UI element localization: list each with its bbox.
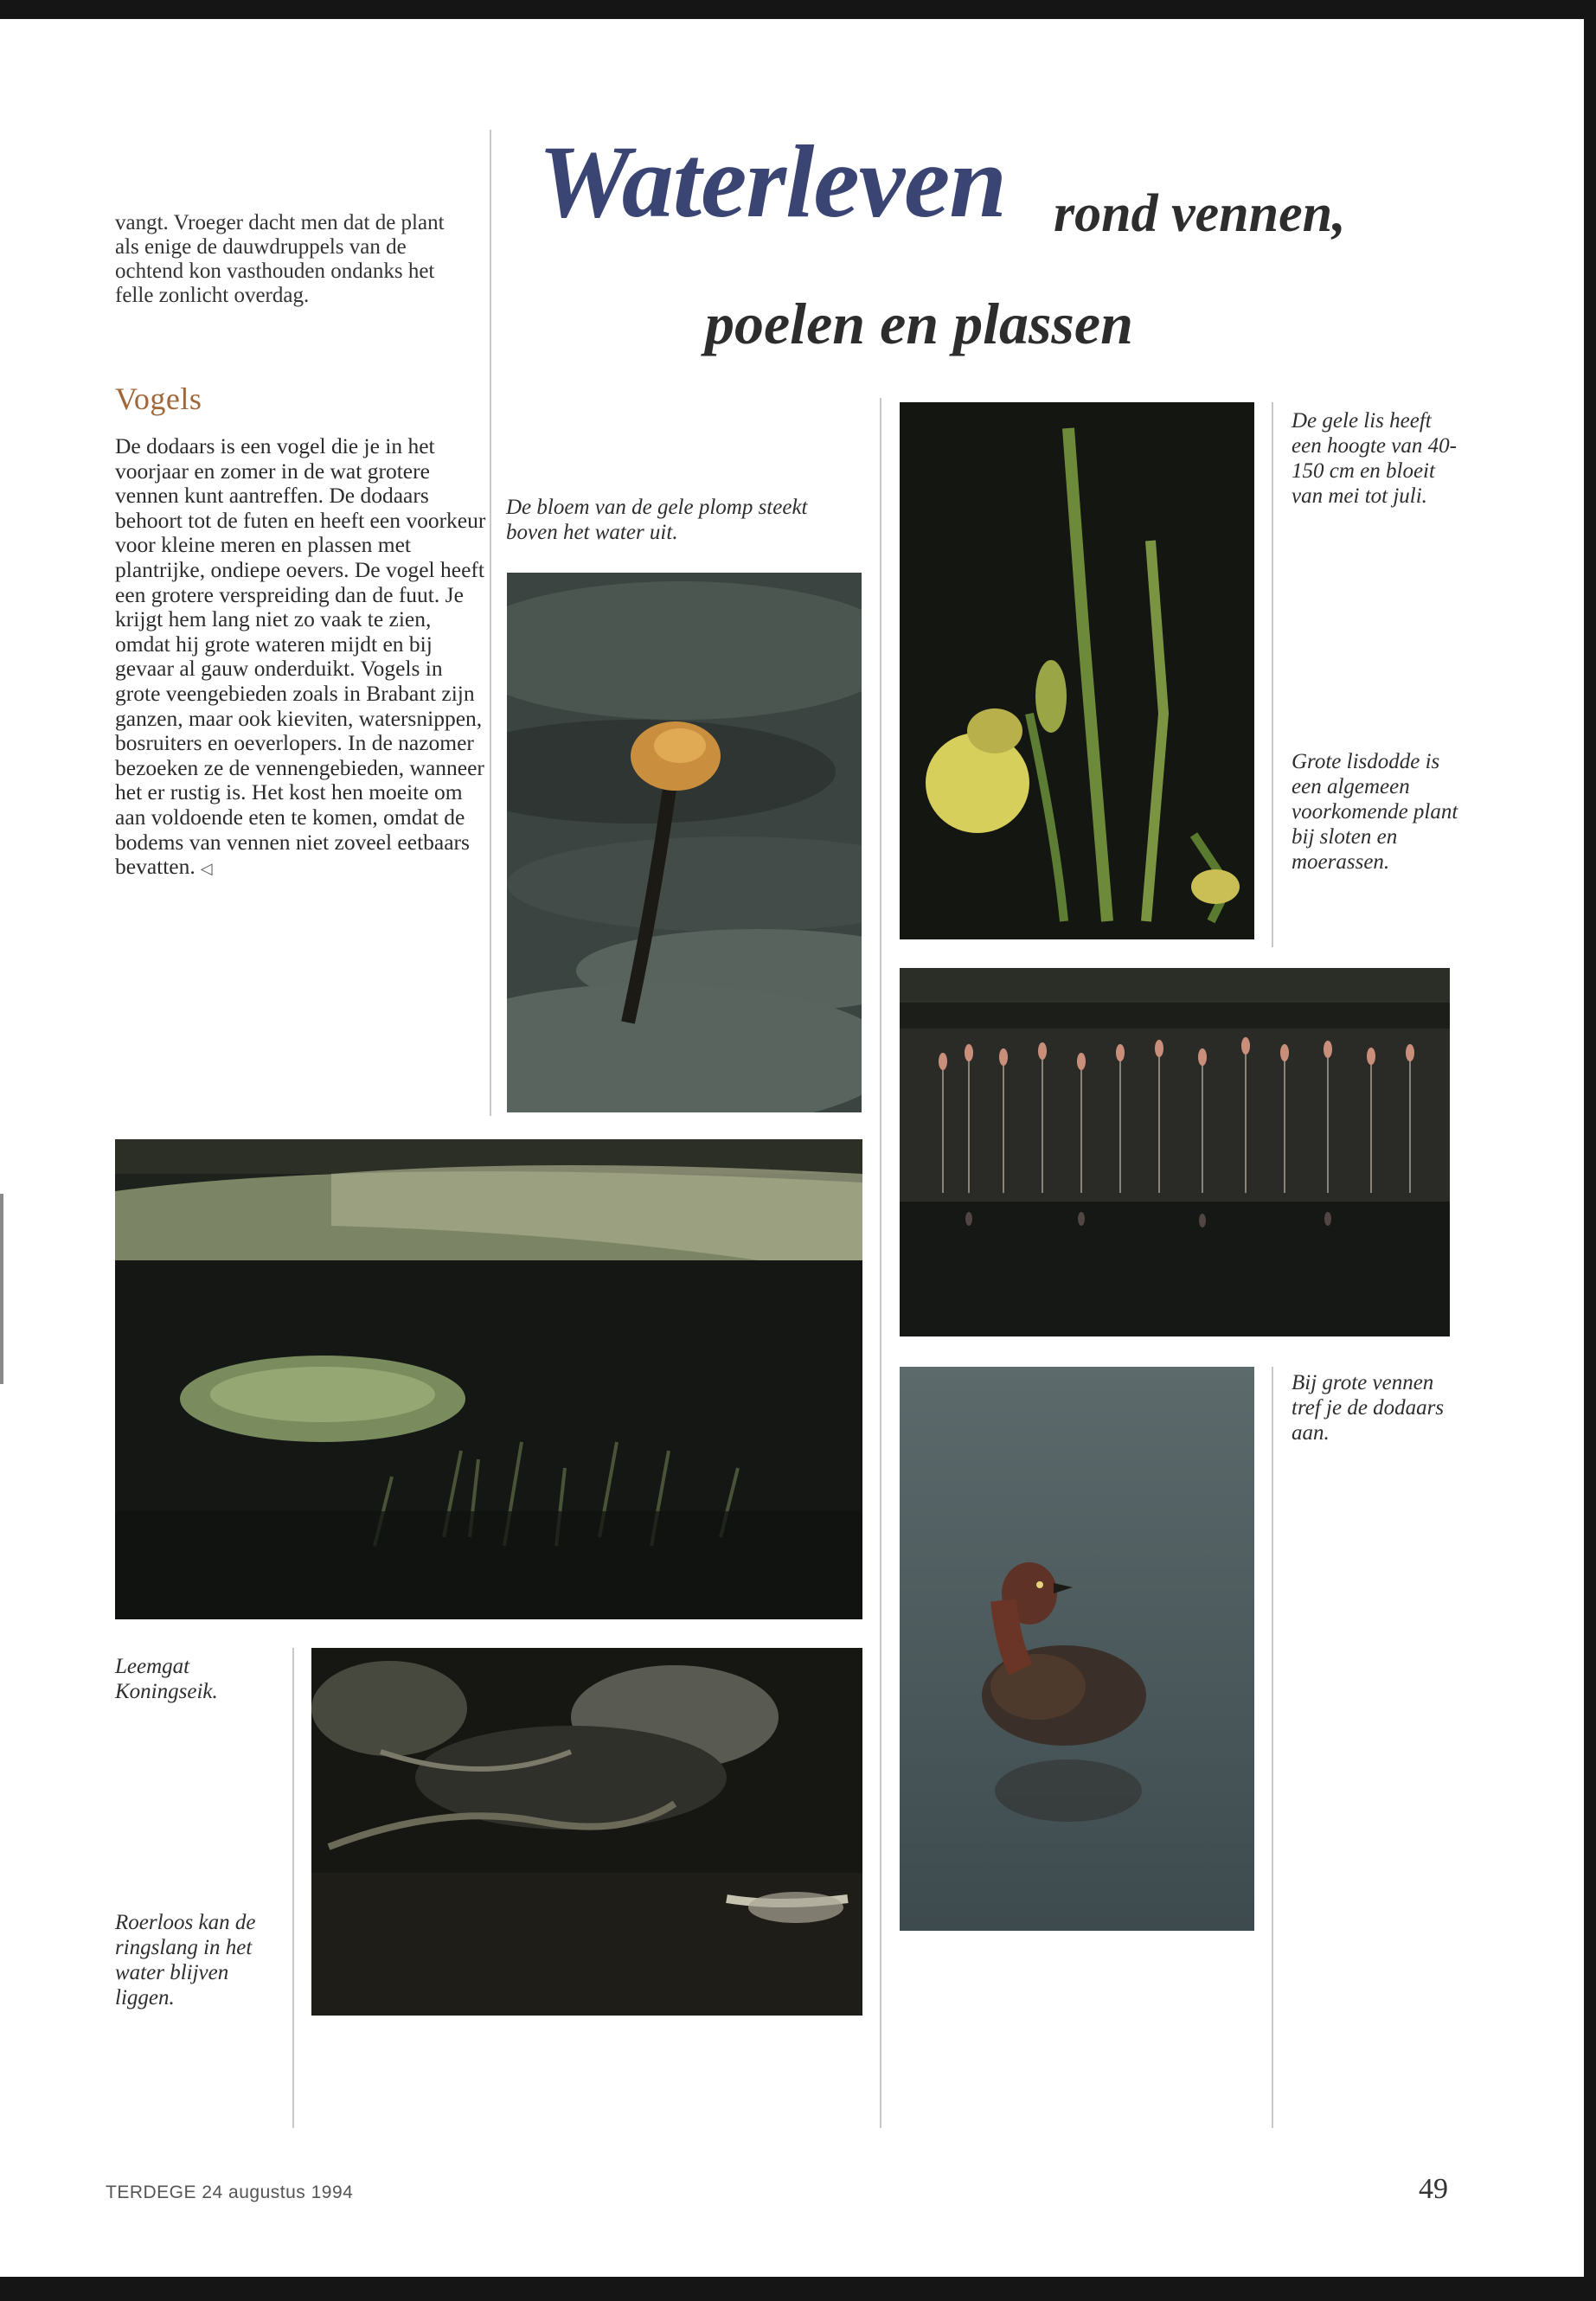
footer-magazine-date: TERDEGE 24 augustus 1994 — [106, 2182, 354, 2202]
column-rule-4 — [1272, 1367, 1273, 2128]
column-rule-3 — [1272, 402, 1273, 947]
body-text: De dodaars is een vogel die je in het voorjaar en zomer in de wat grotere vennen kunt aantreffen. De dodaars behoort tot de futen en heeft een voorkeur voor kleine meren en plassen met plantrijke, ondiepe oevers. De vogel heeft een grotere verspreiding dan de fuut. Je krijgt hem lang niet zo vaak te zien, omdat hij grote wateren mijdt en bij gevaar al gauw onderduikt. Vogels in grote veengebieden zoals in Brabant zijn ganzen, maar ook kieviten, watersnippen, bosruiters en oeverlopers. In de nazomer bezoeken ze de vennengebieden, wanneer het er rustig is. Het kost hen moeite om aan voldoende eten te komen, omdat de bodems van vennen niet zoveel eetbaars bevatten. — [115, 433, 486, 880]
photo-ringslang — [311, 1648, 862, 2016]
article-title-main: Waterleven — [538, 124, 1006, 239]
photo-dodaars — [900, 1367, 1254, 1931]
caption-gele-lis: De gele lis heeft een hoogte van 40-150 cm en bloeit van mei tot juli. — [1292, 409, 1457, 508]
caption-gele-plomp: De bloem van de gele plomp steekt boven het water uit. — [506, 496, 808, 544]
photo-leemgat-koningseik — [115, 1139, 862, 1619]
photo-gele-plomp — [507, 573, 862, 1112]
column-rule-5 — [292, 1648, 294, 2128]
photo-gele-lis — [900, 402, 1254, 939]
scan-edge-right — [1584, 0, 1596, 2301]
page-number: 49 — [1419, 2173, 1448, 2205]
column-rule-1 — [490, 130, 491, 1116]
scan-edge-left — [0, 1194, 3, 1384]
article-title-line2: poelen en plassen — [705, 291, 1133, 356]
intro-paragraph: vangt. Vroeger dacht men dat de plant als enige de dauwdruppels van de ochtend kon vasthouden ondanks het felle zonlicht overdag. — [115, 211, 445, 307]
caption-ringslang: Roerloos kan de ringslang in het water blijven liggen. — [115, 1911, 256, 2009]
section-heading-vogels: Vogels — [115, 381, 202, 416]
body-paragraph — [115, 434, 487, 881]
caption-grote-lisdodde: Grote lisdodde is een algemeen voorkomende plant bij sloten en moerassen. — [1292, 750, 1458, 874]
article-title-rest: rond vennen, — [1054, 184, 1346, 243]
scan-edge-top — [0, 0, 1596, 19]
column-rule-2 — [880, 398, 881, 2128]
end-of-article-mark: ◁ — [200, 860, 213, 878]
caption-leemgat: Leemgat Koningseik. — [115, 1655, 218, 1703]
caption-dodaars: Bij grote vennen tref je de dodaars aan. — [1292, 1371, 1445, 1445]
photo-grote-lisdodde — [900, 968, 1450, 1336]
scan-edge-bottom — [0, 2277, 1596, 2301]
